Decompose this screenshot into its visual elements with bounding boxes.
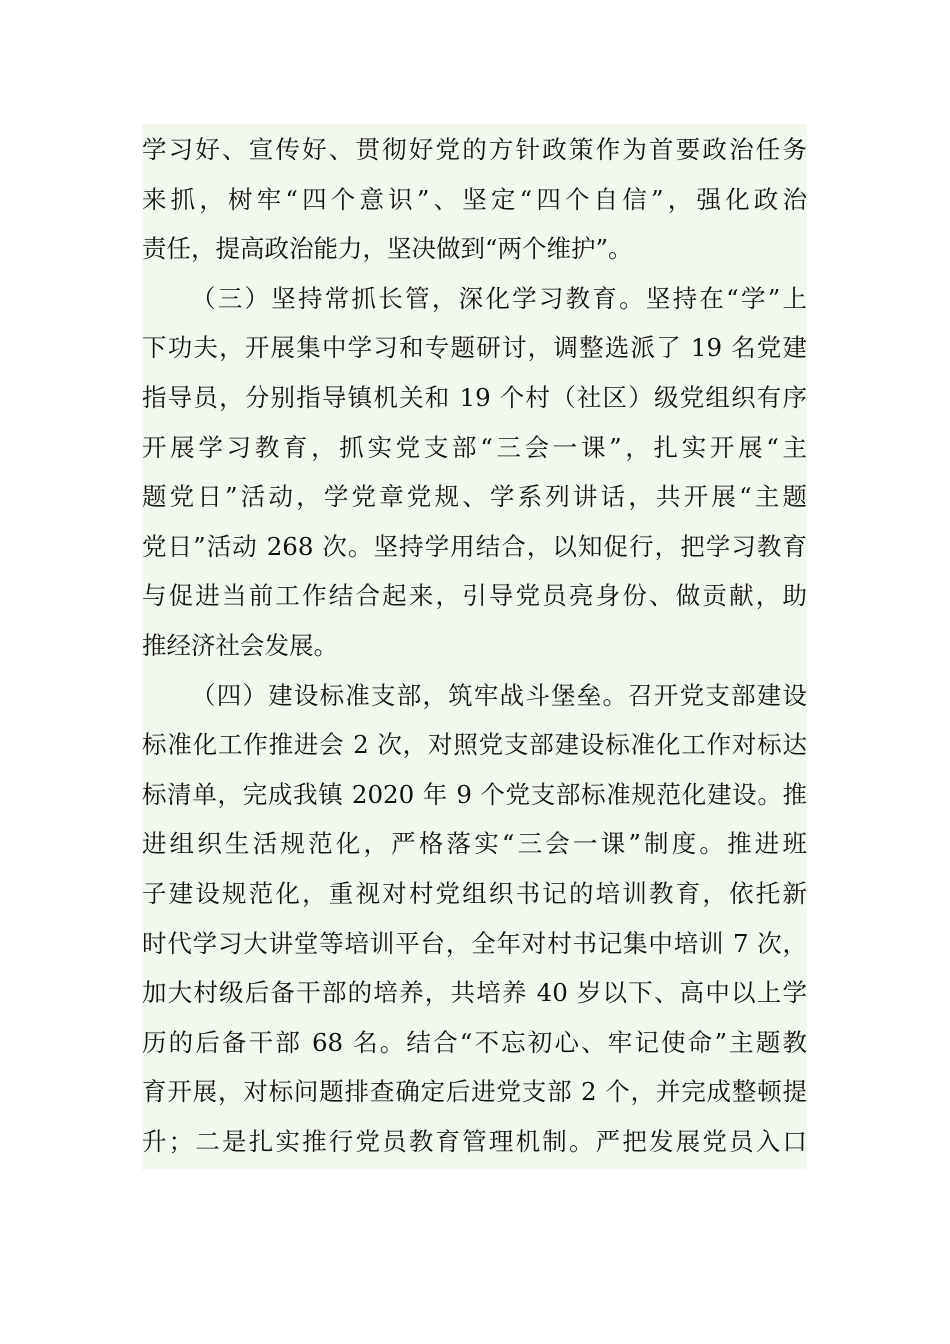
text-line: 推经济社会发展。 [142, 631, 338, 660]
text-line: 开展学习教育，抓实党支部“三会一课”，扎实开展“主 [142, 432, 807, 462]
text-line: 与促进当前工作结合起来，引导党员亮身份、做贡献，助 [142, 581, 807, 611]
text-line: 来抓，树牢“四个意识”、坚定“四个自信”，强化政治 [142, 184, 807, 214]
text-line: 育开展，对标问题排查确定后进党支部 2 个，并完成整顿提 [142, 1077, 807, 1107]
paragraph-heading-line: （四）建设标准支部，筑牢战斗堡垒。召开党支部建设 [191, 680, 807, 710]
text-line: 题党日”活动，学党章党规、学系列讲话，共开展“主题 [142, 482, 807, 512]
text-line: 进组织生活规范化，严格落实“三会一课”制度。推进班 [142, 829, 807, 859]
text-line: 时代学习大讲堂等培训平台，全年对村书记集中培训 7 次， [142, 928, 807, 958]
text-line: 加大村级后备干部的培养，共培养 40 岁以下、高中以上学 [142, 978, 807, 1008]
document-text-block [142, 124, 807, 1170]
text-line: 标清单，完成我镇 2020 年 9 个党支部标准规范化建设。推 [142, 779, 807, 809]
text-line: 历的后备干部 68 名。结合“不忘初心、牢记使命”主题教 [142, 1027, 807, 1057]
text-line: 学习好、宣传好、贯彻好党的方针政策作为首要政治任务 [142, 135, 807, 164]
text-line: 标准化工作推进会 2 次，对照党支部建设标准化工作对标达 [142, 730, 807, 760]
text-line: 党日”活动 268 次。坚持学用结合，以知促行，把学习教育 [142, 531, 807, 561]
text-line: 子建设规范化，重视对村党组织书记的培训教育，依托新 [142, 879, 807, 908]
text-line: 升；二是扎实推行党员教育管理机制。严把发展党员入口 [142, 1127, 807, 1156]
text-line: 指导员，分别指导镇机关和 19 个村（社区）级党组织有序 [142, 383, 807, 412]
text-line: 责任，提高政治能力，坚决做到“两个维护”。 [142, 234, 633, 264]
text-line: 下功夫，开展集中学习和专题研讨，调整选派了 19 名党建 [142, 333, 807, 363]
paragraph-heading-line: （三）坚持常抓长管，深化学习教育。坚持在“学”上 [191, 283, 807, 313]
